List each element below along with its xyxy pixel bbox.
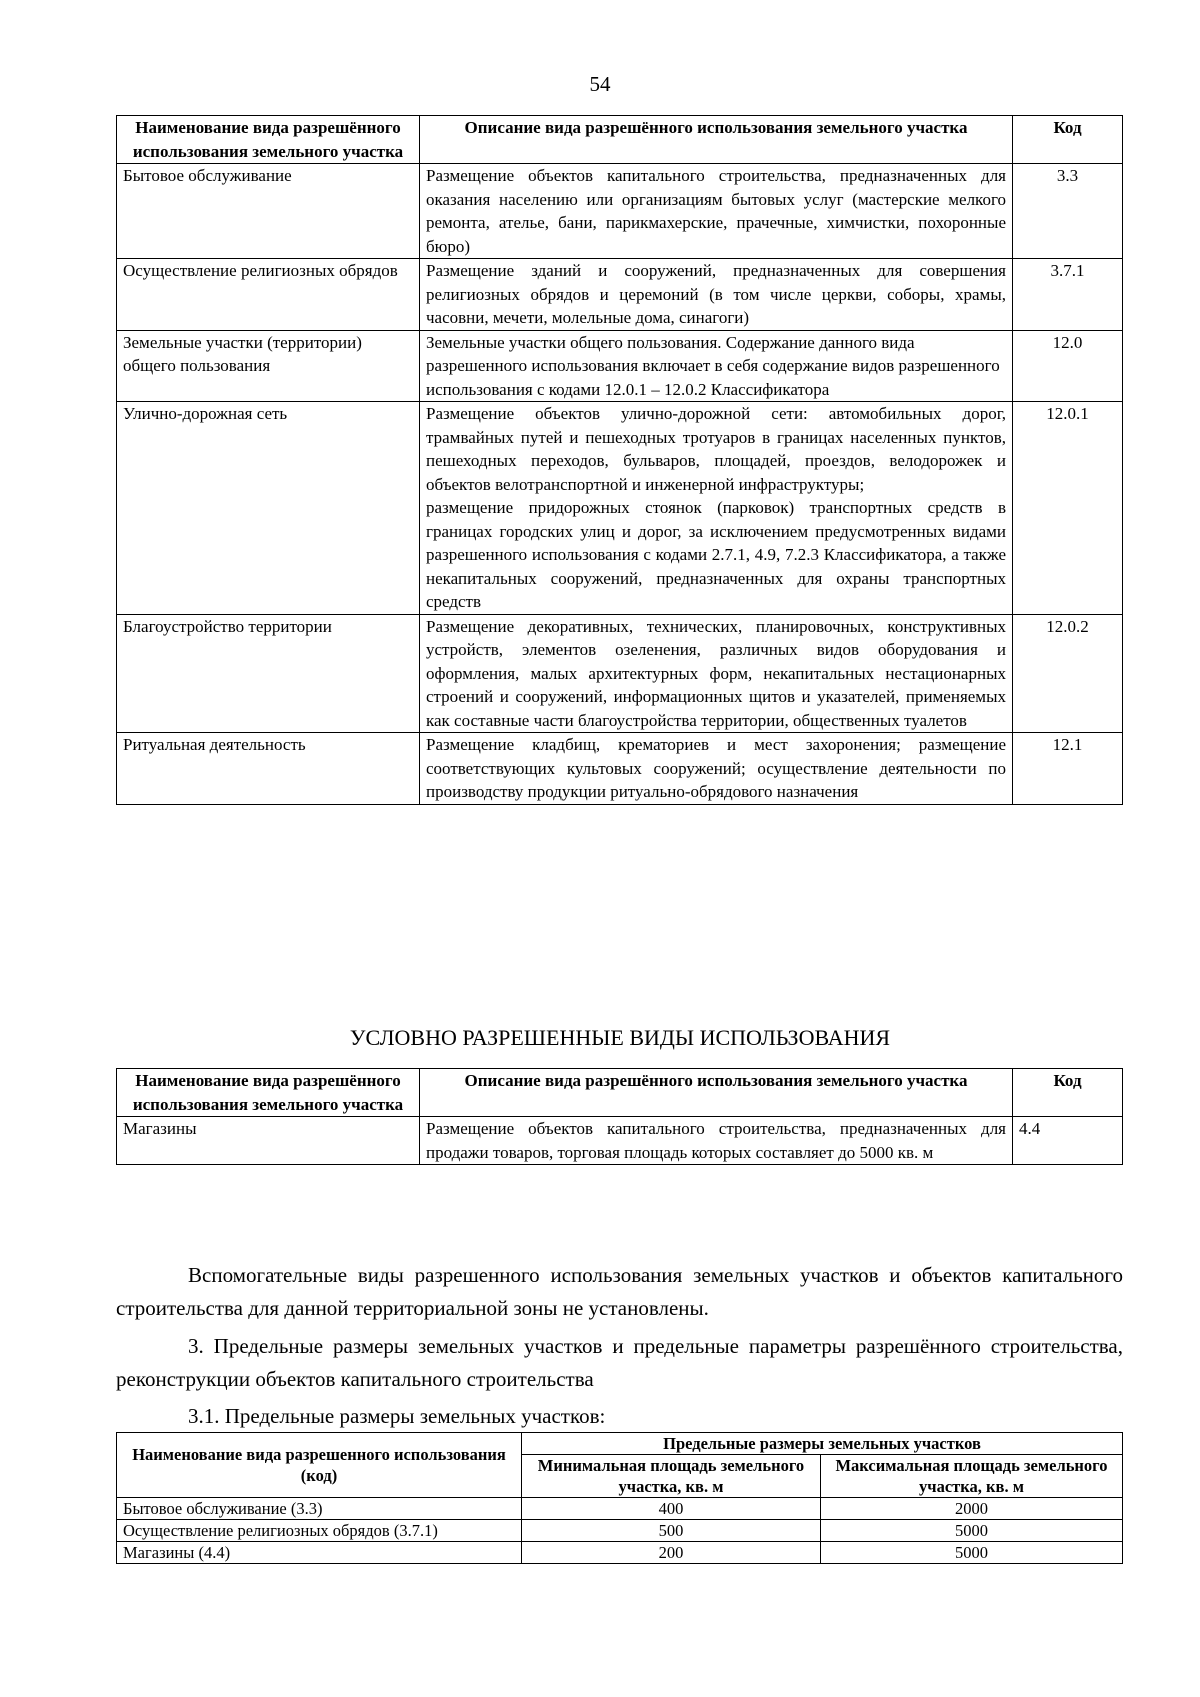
row-description: Размещение кладбищ, крематориев и мест захоронения; размещение соответствующих культовых сооружений; осуществление деятельности по производству продукции ритуально-обрядового назначения bbox=[420, 733, 1013, 805]
table-row bbox=[117, 402, 1123, 615]
auxiliary-uses-paragraph: Вспомогательные виды разрешенного использования земельных участков и объектов капитального строительства для данной территориальной зоны не установлены. bbox=[116, 1263, 1123, 1320]
row-code: 12.0.1 bbox=[1013, 402, 1123, 615]
section-3-paragraph: 3. Предельные размеры земельных участков и предельные параметры разрешённого строительства, реконструкции объектов капитального строительства bbox=[116, 1334, 1123, 1391]
table-row bbox=[117, 1498, 1123, 1520]
row-name: Магазины (4.4) bbox=[117, 1542, 522, 1564]
row-code: 3.7.1 bbox=[1013, 259, 1123, 331]
column-header-description: Описание вида разрешённого использования земельного участка bbox=[420, 116, 1013, 164]
row-description: Размещение декоративных, технических, планировочных, конструктивных устройств, элементов озеленения, различных видов оборудования и оформления, малых архитектурных форм, некапитальных нестационарных строений и сооружений, информационных щитов и указателей, применяемых как составные части благоустройства территории, общественных туалетов bbox=[420, 614, 1013, 733]
row-name: Улично-дорожная сеть bbox=[117, 402, 420, 615]
row-name: Бытовое обслуживание (3.3) bbox=[117, 1498, 522, 1520]
row-code: 3.3 bbox=[1013, 164, 1123, 259]
row-max-area: 2000 bbox=[821, 1498, 1123, 1520]
column-header-name: Наименование вида разрешённого использования земельного участка bbox=[117, 1069, 420, 1117]
row-description: Размещение зданий и сооружений, предназначенных для совершения религиозных обрядов и церемоний (в том числе церкви, соборы, храмы, часовни, мечети, молельные дома, синагоги) bbox=[420, 259, 1013, 331]
row-description: Размещение объектов капитального строительства, предназначенных для продажи товаров, торговая площадь которых составляет до 5000 кв. м bbox=[420, 1117, 1013, 1165]
row-min-area: 200 bbox=[522, 1542, 821, 1564]
page-number: 54 bbox=[589, 72, 611, 96]
table-row bbox=[117, 259, 1123, 331]
permitted-uses-table bbox=[116, 115, 1123, 805]
row-max-area: 5000 bbox=[821, 1542, 1123, 1564]
row-name: Благоустройство территории bbox=[117, 614, 420, 733]
table-header-row bbox=[117, 1069, 1123, 1117]
column-header-code: Код bbox=[1013, 116, 1123, 164]
row-name: Бытовое обслуживание bbox=[117, 164, 420, 259]
section-title: УСЛОВНО РАЗРЕШЕННЫЕ ВИДЫ ИСПОЛЬЗОВАНИЯ bbox=[349, 1025, 891, 1050]
row-name: Ритуальная деятельность bbox=[117, 733, 420, 805]
section-3-1-paragraph: 3.1. Предельные размеры земельных участков: bbox=[188, 1404, 606, 1428]
row-description-part1: Размещение объектов улично-дорожной сети: автомобильных дорог, трамвайных путей и пешеходных тротуаров в границах населенных пунктов, пешеходных переходов, бульваров, площадей, проездов, велодорожек и объектов велотранспортной и инженерной инфраструктуры; bbox=[426, 404, 1006, 494]
row-max-area: 5000 bbox=[821, 1520, 1123, 1542]
table-row bbox=[117, 164, 1123, 259]
row-code: 12.1 bbox=[1013, 733, 1123, 805]
table-row bbox=[117, 1542, 1123, 1564]
row-description-part2: размещение придорожных стоянок (парковок) транспортных средств в границах городских улиц и дорог, за исключением предусмотренных видами разрешенного использования с кодами 2.7.1, 4.9, 7.2.3 Классификатора, а также некапитальных сооружений, предназначенных для охраны транспортных средств bbox=[426, 498, 1006, 611]
row-code: 12.0.2 bbox=[1013, 614, 1123, 733]
row-code: 4.4 bbox=[1013, 1117, 1123, 1165]
table-row bbox=[117, 733, 1123, 805]
conditional-uses-table bbox=[116, 1068, 1123, 1165]
land-size-limits-table bbox=[116, 1432, 1123, 1564]
row-name: Осуществление религиозных обрядов (3.7.1) bbox=[117, 1520, 522, 1542]
row-name: Земельные участки (территории) общего пользования bbox=[117, 330, 420, 402]
column-header-group: Предельные размеры земельных участков bbox=[522, 1433, 1123, 1455]
table-header-row bbox=[117, 116, 1123, 164]
row-name: Осуществление религиозных обрядов bbox=[117, 259, 420, 331]
column-header-code: Код bbox=[1013, 1069, 1123, 1117]
table-row bbox=[117, 1520, 1123, 1542]
column-header-use-type: Наименование вида разрешенного использования (код) bbox=[117, 1433, 522, 1498]
table-row bbox=[117, 1117, 1123, 1165]
table-header-row bbox=[117, 1433, 1123, 1455]
table-row bbox=[117, 614, 1123, 733]
row-description bbox=[420, 402, 1013, 615]
row-name: Магазины bbox=[117, 1117, 420, 1165]
column-header-name: Наименование вида разрешённого использования земельного участка bbox=[117, 116, 420, 164]
row-min-area: 400 bbox=[522, 1498, 821, 1520]
row-code: 12.0 bbox=[1013, 330, 1123, 402]
column-header-max-area: Максимальная площадь земельного участка, кв. м bbox=[821, 1455, 1123, 1498]
column-header-description: Описание вида разрешённого использования земельного участка bbox=[420, 1069, 1013, 1117]
column-header-min-area: Минимальная площадь земельного участка, кв. м bbox=[522, 1455, 821, 1498]
row-description: Земельные участки общего пользования. Содержание данного вида разрешенного использования включает в себя содержание видов разрешенного использования с кодами 12.0.1 – 12.0.2 Классификатора bbox=[420, 330, 1013, 402]
row-description: Размещение объектов капитального строительства, предназначенных для оказания населению или организациям бытовых услуг (мастерские мелкого ремонта, ателье, бани, парикмахерские, прачечные, химчистки, похоронные бюро) bbox=[420, 164, 1013, 259]
table-row bbox=[117, 330, 1123, 402]
row-min-area: 500 bbox=[522, 1520, 821, 1542]
